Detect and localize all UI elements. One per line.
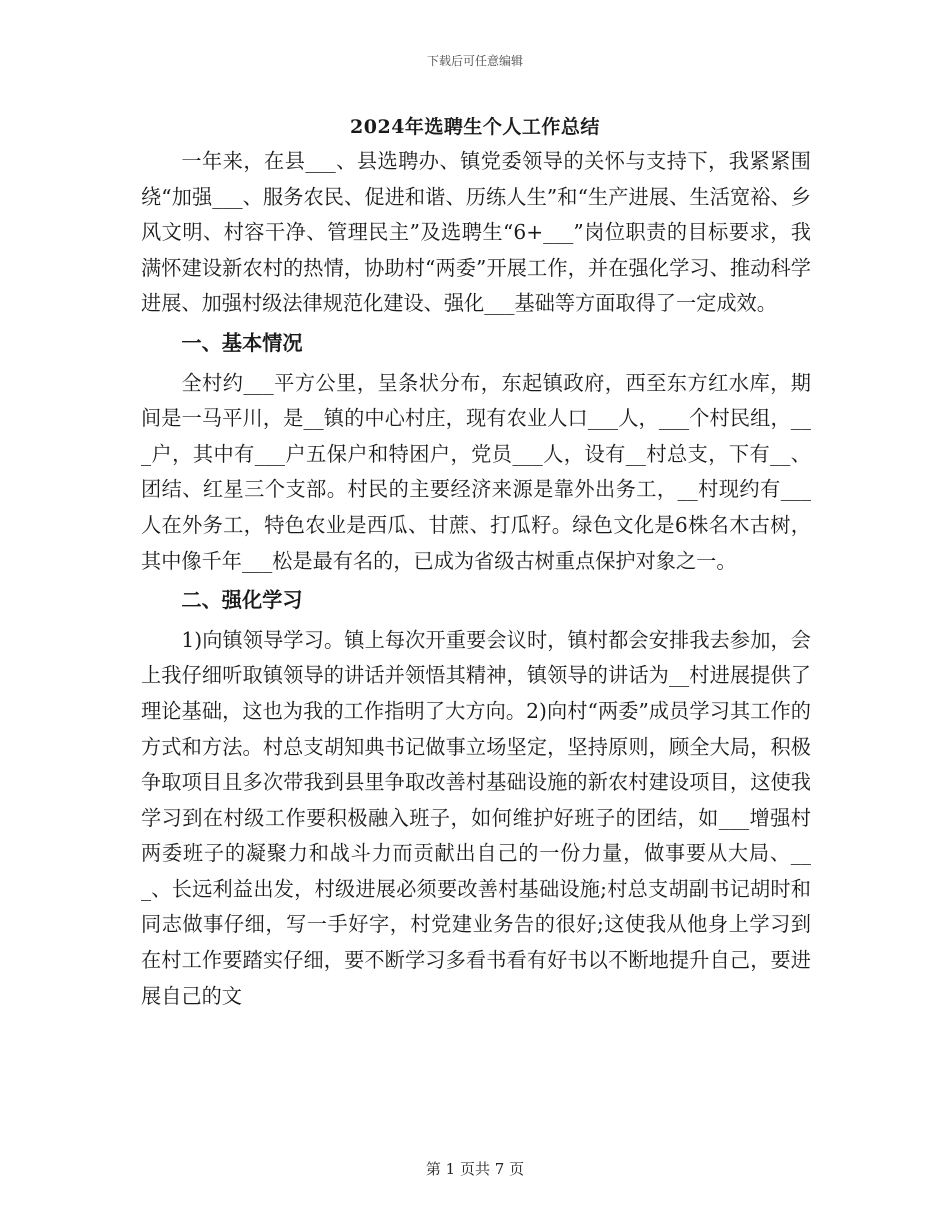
study-paragraph: 1)向镇领导学习。镇上每次开重要会议时，镇村都会安排我去参加，会上我仔细听取镇领导的讲话并领悟其精神，镇领导的讲话为__村进展提供了理论基础，这也为我的工作指明了大方向。2)向村“两委”成员学习其工作的方式和方法。村总支胡知典书记做事立场坚定，坚持原则，顾全大局，积极争取项目且多次带我到县里争取改善村基础设施的新农村建设项目，这使我学习到在村级工作要积极融入班子，如何维护好班子的团结，如___增强村两委班子的凝聚力和战斗力而贡献出自己的一份力量，做事要从大局、___、长远利益出发，村级进展必须要改善村基础设施;村总支胡副书记胡时和同志做事仔细，写一手好字，村党建业务告的很好;这使我从他身上学习到在村工作要踏实仔细，要不断学习多看书看有好书以不断地提升自己，要进展自己的文 <box>141 627 811 1008</box>
document-body <box>141 144 811 1014</box>
basic-info-paragraph: 全村约___平方公里，呈条状分布，东起镇政府，西至东方红水库，期间是一马平川，是__镇的中心村庄，现有农业人口___人，___个村民组，___户，其中有___户五保户和特困户，党员___人，设有__村总支，下有__、团结、红星三个支部。村民的主要经济来源是靠外出务工，__村现约有___人在外务工，特色农业是西瓜、甘蔗、打瓜籽。绿色文化是6株名木古树，其中像千年___松是最有名的，已成为省级古树重点保护对象之一。 <box>141 370 811 573</box>
intro-paragraph: 一年来，在县___、县选聘办、镇党委领导的关怀与支持下，我紧紧围绕“加强___、服务农民、促进和谐、历练人生”和“生产进展、生活宽裕、乡风文明、村容干净、管理民主”及选聘生“6+___”岗位职责的目标要求，我满怀建设新农村的热情，协助村“两委”开展工作，并在强化学习、推动科学进展、加强村级法律规范化建设、强化___基础等方面取得了一定成效。 <box>141 149 811 316</box>
page-number: 第 1 页共 7 页 <box>425 1160 525 1178</box>
section-heading-study: 二、强化学习 <box>181 588 303 613</box>
page-header-note: 下载后可任意编辑 <box>426 54 523 68</box>
section-heading-basic-info: 一、基本情况 <box>181 330 303 355</box>
document-title: 2024年选聘生个人工作总结 <box>350 116 600 138</box>
